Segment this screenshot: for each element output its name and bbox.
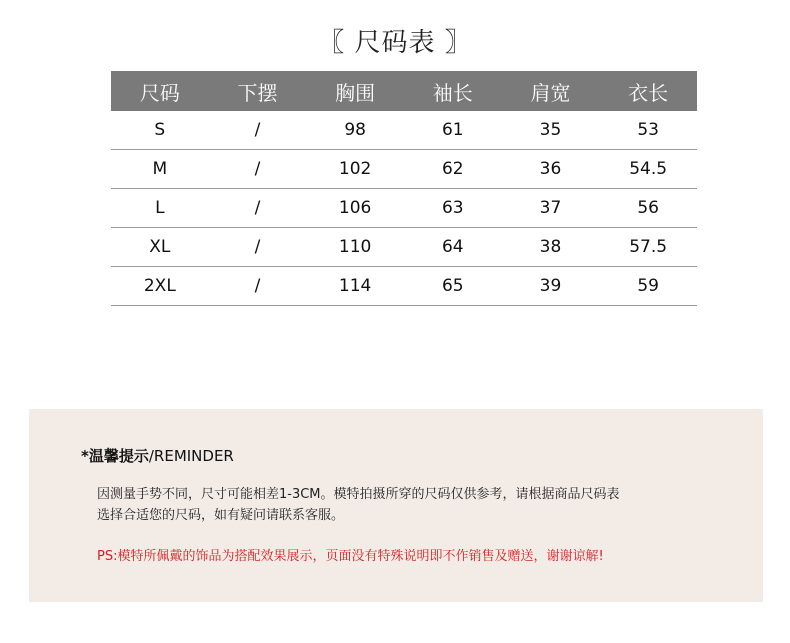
table-cell: 106 <box>306 189 404 228</box>
table-cell: M <box>111 150 209 189</box>
table-cell: 110 <box>306 228 404 267</box>
table-cell: 114 <box>306 267 404 306</box>
table-cell: 57.5 <box>599 228 697 267</box>
table-cell: / <box>209 111 307 150</box>
table-row <box>111 111 697 150</box>
table-cell: 37 <box>502 189 600 228</box>
reminder-line-2: 选择合适您的尺码，如有疑问请联系客服。 <box>97 508 345 523</box>
table-cell: 39 <box>502 267 600 306</box>
table-cell: 62 <box>404 150 502 189</box>
table-cell: 102 <box>306 150 404 189</box>
table-cell: 65 <box>404 267 502 306</box>
table-cell: 98 <box>306 111 404 150</box>
table-cell: 61 <box>404 111 502 150</box>
table-cell: 53 <box>599 111 697 150</box>
table-cell: / <box>209 228 307 267</box>
header-chest: 胸围 <box>306 71 404 111</box>
table-header-row <box>111 71 697 111</box>
table-cell: / <box>209 267 307 306</box>
page-title: 〖 尺码表 〗 <box>318 28 472 58</box>
table-cell: 54.5 <box>599 150 697 189</box>
table-cell: 2XL <box>111 267 209 306</box>
header-size: 尺码 <box>111 71 209 111</box>
reminder-line-1: 因测量手势不同，尺寸可能相差1-3CM。模特拍摄所穿的尺码仅供参考，请根据商品尺码表 <box>97 487 620 502</box>
header-hem: 下摆 <box>209 71 307 111</box>
table-cell: XL <box>111 228 209 267</box>
table-cell: 36 <box>502 150 600 189</box>
header-shoulder: 肩宽 <box>502 71 600 111</box>
reminder-ps: PS:模特所佩戴的饰品为搭配效果展示，页面没有特殊说明即不作销售及赠送，谢谢谅解! <box>97 549 604 564</box>
reminder-text <box>97 484 717 526</box>
table-cell: 63 <box>404 189 502 228</box>
table-row <box>111 228 697 267</box>
table-row <box>111 267 697 306</box>
table-cell: / <box>209 189 307 228</box>
reminder-title-en: /REMINDER <box>148 447 234 465</box>
header-length: 衣长 <box>599 71 697 111</box>
table-row <box>111 150 697 189</box>
table-cell: 59 <box>599 267 697 306</box>
table-cell: 64 <box>404 228 502 267</box>
table-cell: S <box>111 111 209 150</box>
reminder-title-cn: *温馨提示 <box>81 447 149 465</box>
table-cell: 38 <box>502 228 600 267</box>
header-sleeve: 袖长 <box>404 71 502 111</box>
table-cell: 35 <box>502 111 600 150</box>
size-chart-table <box>111 71 697 306</box>
reminder-panel <box>29 409 763 602</box>
table-cell: L <box>111 189 209 228</box>
table-row <box>111 189 697 228</box>
reminder-title <box>81 445 234 466</box>
table-cell: / <box>209 150 307 189</box>
table-cell: 56 <box>599 189 697 228</box>
